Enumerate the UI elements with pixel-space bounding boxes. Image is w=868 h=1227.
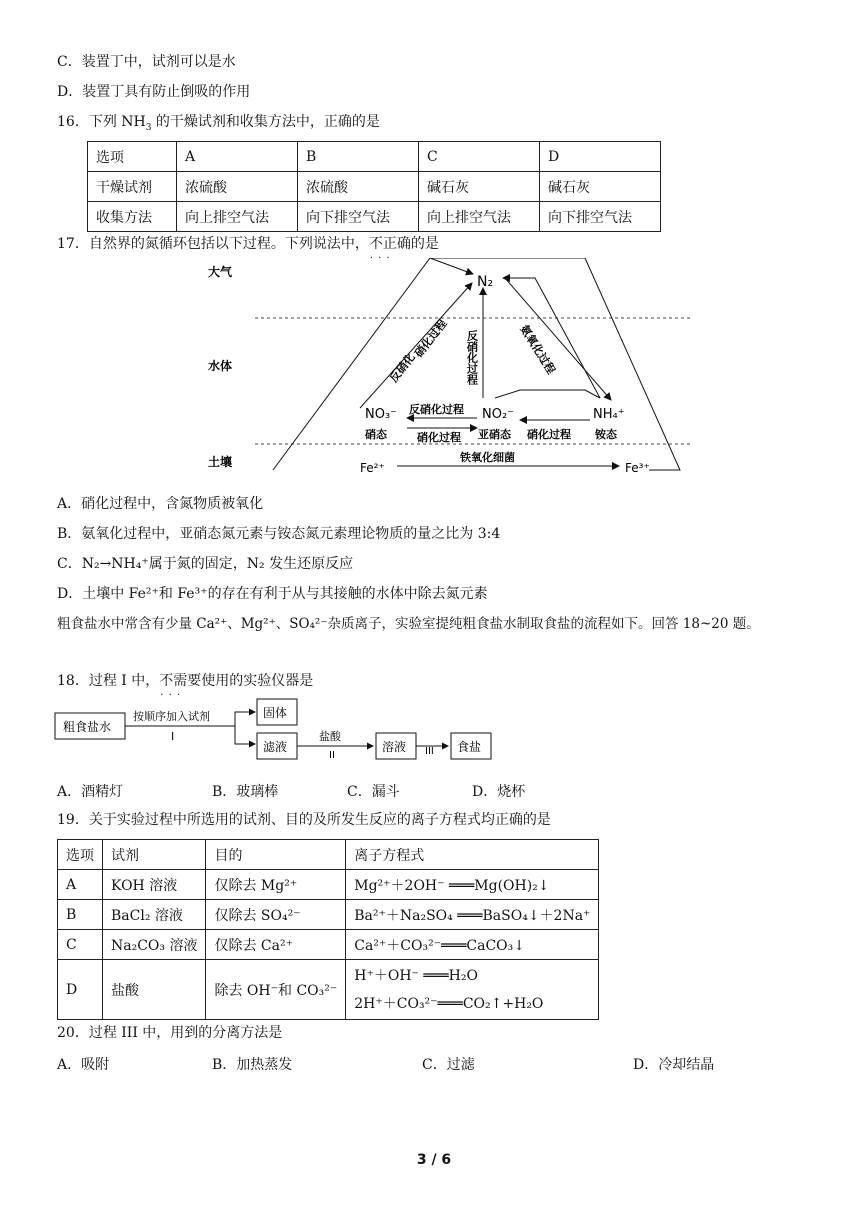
table-cell: H⁺＋OH⁻ ═══H₂O 2H⁺＋CO₃²⁻═══CO₂↑+H₂O	[346, 960, 599, 1020]
table-cell: A	[58, 870, 103, 900]
table-cell: D	[540, 142, 661, 172]
q15-option-c: C．装置丁中，试剂可以是水	[57, 54, 236, 70]
table-cell: B	[58, 900, 103, 930]
table-cell: Mg²⁺＋2OH⁻ ═══Mg(OH)₂↓	[346, 870, 599, 900]
table-cell: Ca²⁺＋CO₃²⁻═══CaCO₃↓	[346, 930, 599, 960]
q17-option-b: B．氨氧化过程中，亚硝态氮元素与铵态氮元素理论物质的量之比为 3:4	[57, 526, 501, 542]
table-cell: KOH 溶液	[103, 870, 206, 900]
table-cell: 浓硫酸	[298, 172, 419, 202]
q18-option: D．烧杯	[472, 784, 526, 800]
q16-table	[87, 141, 661, 232]
filtrate-label: 滤液	[263, 740, 288, 754]
emphasis-text: 不正确 · · ·	[369, 236, 411, 252]
step2-label: 盐酸	[319, 730, 341, 743]
zone-label-soil: 土壤	[208, 455, 233, 469]
table-cell: 向下排空气法	[298, 202, 419, 232]
table-cell: 选项	[88, 142, 177, 172]
q16-stem: 16．下列 $NH_3$ 的干燥试剂和收集方法中，正确的是	[57, 114, 380, 133]
step2-num: II	[329, 750, 335, 761]
ammox-label: 氨氧化过程	[517, 322, 558, 377]
table-cell: D	[58, 960, 103, 1020]
no2-label: NO₂⁻	[482, 407, 515, 422]
product-label: 食盐	[457, 740, 482, 754]
table-cell: Na₂CO₃ 溶液	[103, 930, 206, 960]
table-row	[88, 142, 661, 172]
table-cell: 试剂	[103, 840, 206, 870]
table-cell: 碱石灰	[540, 172, 661, 202]
n2-label: N₂	[477, 274, 494, 290]
table-cell: 除去 OH⁻和 CO₃²⁻	[206, 960, 346, 1020]
q20-option: D．冷却结晶	[633, 1057, 715, 1073]
table-row	[58, 870, 599, 900]
table-cell: 目的	[206, 840, 346, 870]
to-filtrate-arrow	[235, 726, 255, 744]
no3-state-label: 硝态	[365, 428, 387, 441]
page-number: 3 / 6	[416, 1152, 452, 1168]
table-cell: 向上排空气法	[177, 202, 298, 232]
zone-label-air: 大气	[208, 265, 233, 279]
table-row	[58, 930, 599, 960]
table-row	[58, 960, 599, 1020]
table-cell: 收集方法	[88, 202, 177, 232]
q20-option: B．加热蒸发	[212, 1057, 293, 1073]
q15-option-d: D．装置丁具有防止倒吸的作用	[57, 84, 251, 100]
nh4-state-label: 铵态	[595, 428, 617, 441]
solid-label: 固体	[263, 706, 288, 720]
table-cell: B	[298, 142, 419, 172]
start-label: 粗食盐水	[63, 720, 112, 734]
table-cell: C	[419, 142, 540, 172]
q18-option: B．玻璃棒	[212, 784, 279, 800]
table-cell: Ba²⁺＋Na₂SO₄ ═══BaSO₄↓＋2Na⁺	[346, 900, 599, 930]
bracket-line	[495, 390, 600, 398]
table-cell: 仅除去 Mg²⁺	[206, 870, 346, 900]
denit-arrow-label: 反硝化过程	[409, 403, 464, 416]
table-cell: C	[58, 930, 103, 960]
denit-mid-label: 反硝化过程	[465, 330, 479, 385]
zone-label-water: 水体	[208, 359, 233, 373]
intro-text: 粗食盐水中常含有少量 Ca²⁺、Mg²⁺、SO₄²⁻杂质离子，实验室提纯粗食盐水制取食盐的流程如下。回答 18~20 题。	[57, 616, 760, 632]
q17-stem: 17．自然界的氮循环包括以下过程。下列说法中，不正确 · · ·的是	[57, 235, 439, 253]
step3-num: III	[425, 746, 434, 757]
anammox-left-label: 硝化过程	[412, 317, 450, 360]
q17-option-a: A．硝化过程中，含氮物质被氧化	[57, 496, 264, 512]
q18-stem: 18．过程 I 中，不需要 · · ·使用的实验仪器是	[57, 672, 313, 690]
q19-table	[57, 839, 599, 1020]
nit-arrow-label: 硝化过程	[417, 431, 461, 444]
to-solid-arrow	[235, 712, 255, 726]
no3-label: NO₃⁻	[365, 407, 398, 422]
table-cell: 浓硫酸	[177, 172, 298, 202]
table-row	[88, 202, 661, 232]
table-cell: BaCl₂ 溶液	[103, 900, 206, 930]
no2-state-label: 亚硝态	[478, 428, 511, 441]
table-cell: A	[177, 142, 298, 172]
table-row	[58, 840, 599, 870]
table-cell: 盐酸	[103, 960, 206, 1020]
table-cell: 干燥试剂	[88, 172, 177, 202]
fe3-label: Fe³⁺	[625, 461, 650, 475]
q20-option: C．过滤	[422, 1057, 475, 1073]
emphasis-text: 不需要 · · ·	[159, 673, 201, 689]
q19-stem: 19．关于实验过程中所选用的试剂、目的及所发生反应的离子方程式均正确的是	[57, 812, 551, 828]
nitrogen-cycle-diagram	[205, 258, 695, 483]
table-cell: 选项	[58, 840, 103, 870]
table-cell: 离子方程式	[346, 840, 599, 870]
nit-arrow2-label: 硝化过程	[527, 428, 571, 441]
n2-to-nh4-arrow	[505, 278, 611, 400]
table-row	[88, 172, 661, 202]
q20-stem: 20．过程 III 中，用到的分离方法是	[57, 1025, 283, 1041]
process-flowchart	[53, 696, 513, 766]
table-cell: 仅除去 Ca²⁺	[206, 930, 346, 960]
step1-label: 按顺序加入试剂	[133, 710, 210, 723]
table-cell: 向下排空气法	[540, 202, 661, 232]
table-row	[58, 900, 599, 930]
table-cell: 碱石灰	[419, 172, 540, 202]
q17-option-c: C．N₂→NH₄⁺属于氮的固定，N₂ 发生还原反应	[57, 556, 354, 572]
table-cell: 仅除去 SO₄²⁻	[206, 900, 346, 930]
solution-label: 溶液	[382, 740, 407, 754]
fe2-label: Fe²⁺	[360, 461, 385, 475]
q18-option: C．漏斗	[347, 784, 400, 800]
q20-option: A．吸附	[57, 1057, 110, 1073]
step1-num: I	[171, 730, 175, 743]
denit-left-label: 反硝化	[387, 350, 418, 385]
q17-option-d: D．土壤中 Fe²⁺和 Fe³⁺的存在有利于从与其接触的水体中除去氮元素	[57, 586, 488, 602]
anammox-arrow	[503, 278, 600, 398]
q18-option: A．酒精灯	[57, 784, 124, 800]
bacteria-label: 铁氧化细菌	[460, 451, 515, 464]
table-cell: 向上排空气法	[419, 202, 540, 232]
to-n2-arrow	[430, 258, 473, 274]
nh4-label: NH₄⁺	[593, 407, 625, 422]
